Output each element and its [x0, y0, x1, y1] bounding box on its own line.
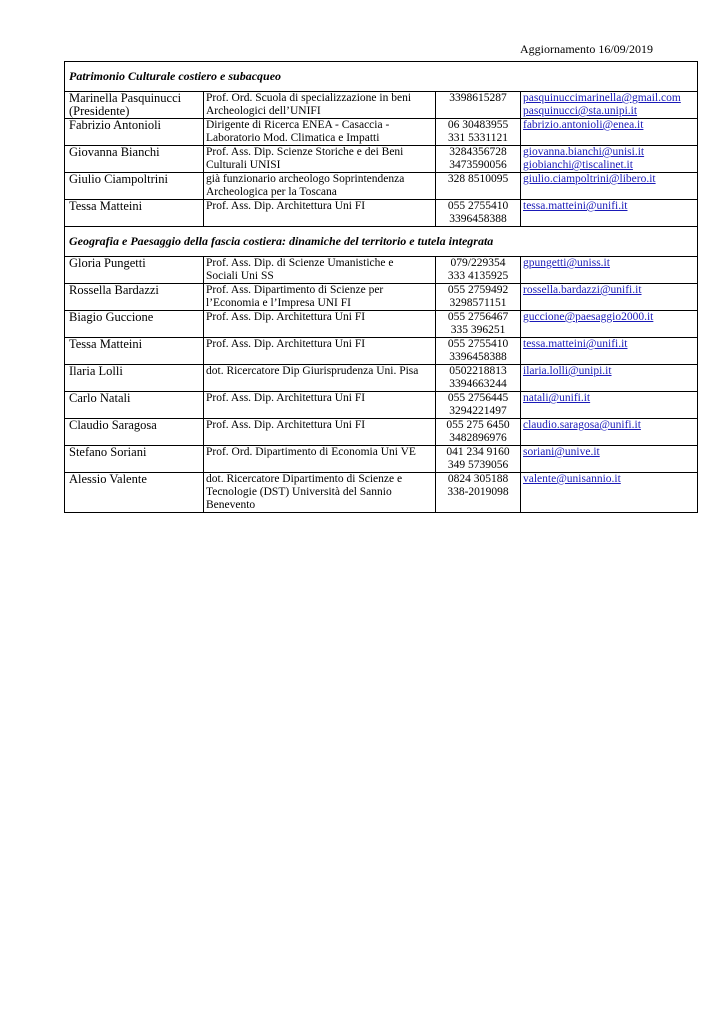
contact-name-cell: [65, 119, 204, 146]
contact-name-cell: [65, 257, 204, 284]
contact-name: Giulio Ciampoltrini: [69, 172, 168, 186]
contact-name: Gloria Pungetti: [69, 256, 146, 270]
contact-phone: 0824 305188: [447, 473, 509, 485]
contact-role: Culturali UNISI: [206, 159, 281, 171]
contact-row: [65, 92, 698, 119]
contact-name-cell: [65, 419, 204, 446]
contact-phone-cell: [436, 257, 521, 284]
contact-name: Alessio Valente: [69, 472, 147, 486]
contact-name-cell: [65, 392, 204, 419]
contact-row: [65, 173, 698, 200]
contact-row: [65, 200, 698, 227]
contact-email-link[interactable]: pasquinucci@sta.unipi.it: [523, 105, 638, 117]
contact-role: Tecnologie (DST) Università del Sannio: [206, 486, 392, 498]
contact-role: Prof. Ass. Dip. Architettura Uni FI: [206, 419, 366, 431]
contact-row: [65, 419, 698, 446]
contact-email-cell: [521, 311, 698, 338]
contacts-table: [64, 61, 698, 513]
contact-role-cell: [204, 146, 436, 173]
contact-email-cell: [521, 200, 698, 227]
contact-email-link[interactable]: giulio.ciampoltrini@libero.it: [523, 173, 656, 185]
contact-name-cell: [65, 365, 204, 392]
contact-phone: 331 5331121: [448, 132, 508, 144]
contact-role-cell: [204, 311, 436, 338]
contact-phone: 3396458388: [449, 351, 507, 363]
contact-row: [65, 338, 698, 365]
contact-phone: 3398615287: [449, 92, 507, 104]
contact-phone-cell: [436, 200, 521, 227]
contact-phone: 3396458388: [449, 213, 507, 225]
contact-name-cell: [65, 338, 204, 365]
contact-phone-cell: [436, 419, 521, 446]
contact-name: Claudio Saragosa: [69, 418, 157, 432]
contact-email-cell: [521, 146, 698, 173]
contact-phone-cell: [436, 473, 521, 513]
contact-name-cell: [65, 446, 204, 473]
contact-name: (Presidente): [69, 104, 130, 118]
contact-email-cell: [521, 284, 698, 311]
contact-role-cell: [204, 257, 436, 284]
contact-email-cell: [521, 419, 698, 446]
contact-row: [65, 257, 698, 284]
contact-name-cell: [65, 200, 204, 227]
contact-role-cell: [204, 392, 436, 419]
contact-phone: 055 2756467: [447, 311, 509, 323]
contact-email-link[interactable]: pasquinuccimarinella@gmail.com: [523, 92, 681, 104]
contact-role-cell: [204, 473, 436, 513]
contact-email-link[interactable]: tessa.matteini@unifi.it: [523, 200, 628, 212]
contact-phone: 06 30483955: [447, 119, 509, 131]
contact-phone-cell: [436, 284, 521, 311]
contact-email-link[interactable]: guccione@paesaggio2000.it: [523, 311, 654, 323]
contact-phone: 333 4135925: [447, 270, 509, 282]
contact-role: Prof. Ass. Dip. Scienze Storiche e dei Beni: [206, 146, 404, 158]
contact-role: Prof. Ord. Dipartimento di Economia Uni VE: [206, 446, 416, 458]
contact-phone: 3394663244: [449, 378, 507, 390]
contact-email-cell: [521, 365, 698, 392]
contact-email-link[interactable]: valente@unisannio.it: [523, 473, 621, 485]
contact-email-link[interactable]: giovanna.bianchi@unisi.it: [523, 146, 645, 158]
contact-name: Giovanna Bianchi: [69, 145, 160, 159]
contact-role: dot. Ricercatore Dip Giurisprudenza Uni. Pisa: [206, 365, 419, 377]
contact-phone: 3284356728: [449, 146, 507, 158]
contact-role: Prof. Ass. Dip. Architettura Uni FI: [206, 392, 366, 404]
contact-email-link[interactable]: natali@unifi.it: [523, 392, 591, 404]
contact-role-cell: [204, 173, 436, 200]
contact-name: Biagio Guccione: [69, 310, 154, 324]
contact-role: Archeologica per la Toscana: [206, 186, 337, 198]
contact-phone: 328 8510095: [447, 173, 509, 185]
contact-phone: 041 234 9160: [446, 446, 510, 458]
contact-role: Prof. Ord. Scuola di specializzazione in beni: [206, 92, 412, 104]
contact-name-cell: [65, 284, 204, 311]
contact-phone: 3298571151: [449, 297, 507, 309]
contact-email-link[interactable]: tessa.matteini@unifi.it: [523, 338, 628, 350]
contact-email-link[interactable]: rossella.bardazzi@unifi.it: [523, 284, 642, 296]
contact-row: [65, 473, 698, 513]
contact-role-cell: [204, 419, 436, 446]
contact-role: Laboratorio Mod. Climatica e Impatti: [206, 132, 380, 144]
section-title: Geografia e Paesaggio della fascia costiera: dinamiche del territorio e tutela integrata: [65, 227, 698, 257]
contact-phone: 349 5739056: [447, 459, 509, 471]
contact-name-cell: [65, 173, 204, 200]
contact-role: Dirigente di Ricerca ENEA - Casaccia -: [206, 119, 390, 131]
contact-email-cell: [521, 392, 698, 419]
contact-phone: 055 2759492: [447, 284, 509, 296]
contact-name: Rossella Bardazzi: [69, 283, 159, 297]
contact-role-cell: [204, 446, 436, 473]
contact-role: Prof. Ass. Dip. Architettura Uni FI: [206, 311, 366, 323]
contact-name-cell: [65, 473, 204, 513]
contact-email-cell: [521, 173, 698, 200]
contact-name: Carlo Natali: [69, 391, 131, 405]
contact-row: [65, 365, 698, 392]
contact-role: Sociali Uni SS: [206, 270, 274, 282]
contact-role: Archeologici dell’UNIFI: [206, 105, 321, 117]
contact-phone: 338-2019098: [447, 486, 509, 498]
contact-phone-cell: [436, 446, 521, 473]
contact-phone: 0502218813: [449, 365, 507, 377]
section-title: Patrimonio Culturale costiero e subacqueo: [65, 62, 698, 92]
contact-role-cell: [204, 365, 436, 392]
contact-phone-cell: [436, 92, 521, 119]
contact-phone-cell: [436, 119, 521, 146]
contact-name: Stefano Soriani: [69, 445, 147, 459]
contact-phone-cell: [436, 173, 521, 200]
contact-role: Prof. Ass. Dip. Architettura Uni FI: [206, 338, 366, 350]
contact-role-cell: [204, 338, 436, 365]
contact-role: l’Economia e l’Impresa UNI FI: [206, 297, 351, 309]
contact-email-link[interactable]: fabrizio.antonioli@enea.it: [523, 119, 644, 131]
contact-name: Marinella Pasquinucci: [69, 91, 182, 105]
contact-phone: 055 2756445: [447, 392, 509, 404]
contact-role: Prof. Ass. Dip. Architettura Uni FI: [206, 200, 366, 212]
section-header-row: [65, 227, 698, 257]
contact-phone: 055 275 6450: [446, 419, 510, 431]
contact-row: [65, 311, 698, 338]
contact-email-link[interactable]: claudio.saragosa@unifi.it: [523, 419, 641, 431]
contact-email-link[interactable]: ilaria.lolli@unipi.it: [523, 365, 612, 377]
contact-email-cell: [521, 119, 698, 146]
contact-role-cell: [204, 200, 436, 227]
contact-phone-cell: [436, 146, 521, 173]
contact-name-cell: [65, 146, 204, 173]
contact-email-cell: [521, 92, 698, 119]
contact-role-cell: [204, 284, 436, 311]
contact-role: Benevento: [206, 499, 256, 511]
contact-row: [65, 284, 698, 311]
contact-name: Ilaria Lolli: [69, 364, 123, 378]
contact-phone: 3294221497: [449, 405, 507, 417]
contact-phone: 079/229354: [450, 257, 506, 269]
contact-row: [65, 146, 698, 173]
contact-role: Prof. Ass. Dipartimento di Scienze per: [206, 284, 384, 296]
contact-name-cell: [65, 311, 204, 338]
contact-email-link[interactable]: soriani@unive.it: [523, 446, 600, 458]
contact-role: già funzionario archeologo Soprintendenza: [206, 173, 405, 185]
contact-row: [65, 392, 698, 419]
contact-row: [65, 446, 698, 473]
contact-phone-cell: [436, 338, 521, 365]
contact-phone: 055 2755410: [447, 200, 509, 212]
contact-phone: 3473590056: [449, 159, 507, 171]
contact-email-cell: [521, 473, 698, 513]
update-date: Aggiornamento 16/09/2019: [520, 42, 653, 56]
contact-phone: 3482896976: [449, 432, 507, 444]
section-header-row: [65, 62, 698, 92]
contact-email-cell: [521, 257, 698, 284]
contact-name-cell: [65, 92, 204, 119]
contact-phone: 055 2755410: [447, 338, 509, 350]
contact-email-cell: [521, 446, 698, 473]
contact-role-cell: [204, 92, 436, 119]
contact-name: Fabrizio Antonioli: [69, 118, 162, 132]
contact-role: dot. Ricercatore Dipartimento di Scienze e: [206, 473, 403, 485]
contact-role: Prof. Ass. Dip. di Scienze Umanistiche e: [206, 257, 394, 269]
contact-row: [65, 119, 698, 146]
contact-email-cell: [521, 338, 698, 365]
contact-email-link[interactable]: giobianchi@tiscalinet.it: [523, 159, 633, 171]
contact-phone-cell: [436, 311, 521, 338]
contact-phone-cell: [436, 365, 521, 392]
contact-email-link[interactable]: gpungetti@uniss.it: [523, 257, 610, 269]
contact-name: Tessa Matteini: [69, 199, 143, 213]
contact-name: Tessa Matteini: [69, 337, 143, 351]
contact-phone: 335 396251: [450, 324, 506, 336]
contact-phone-cell: [436, 392, 521, 419]
contact-role-cell: [204, 119, 436, 146]
